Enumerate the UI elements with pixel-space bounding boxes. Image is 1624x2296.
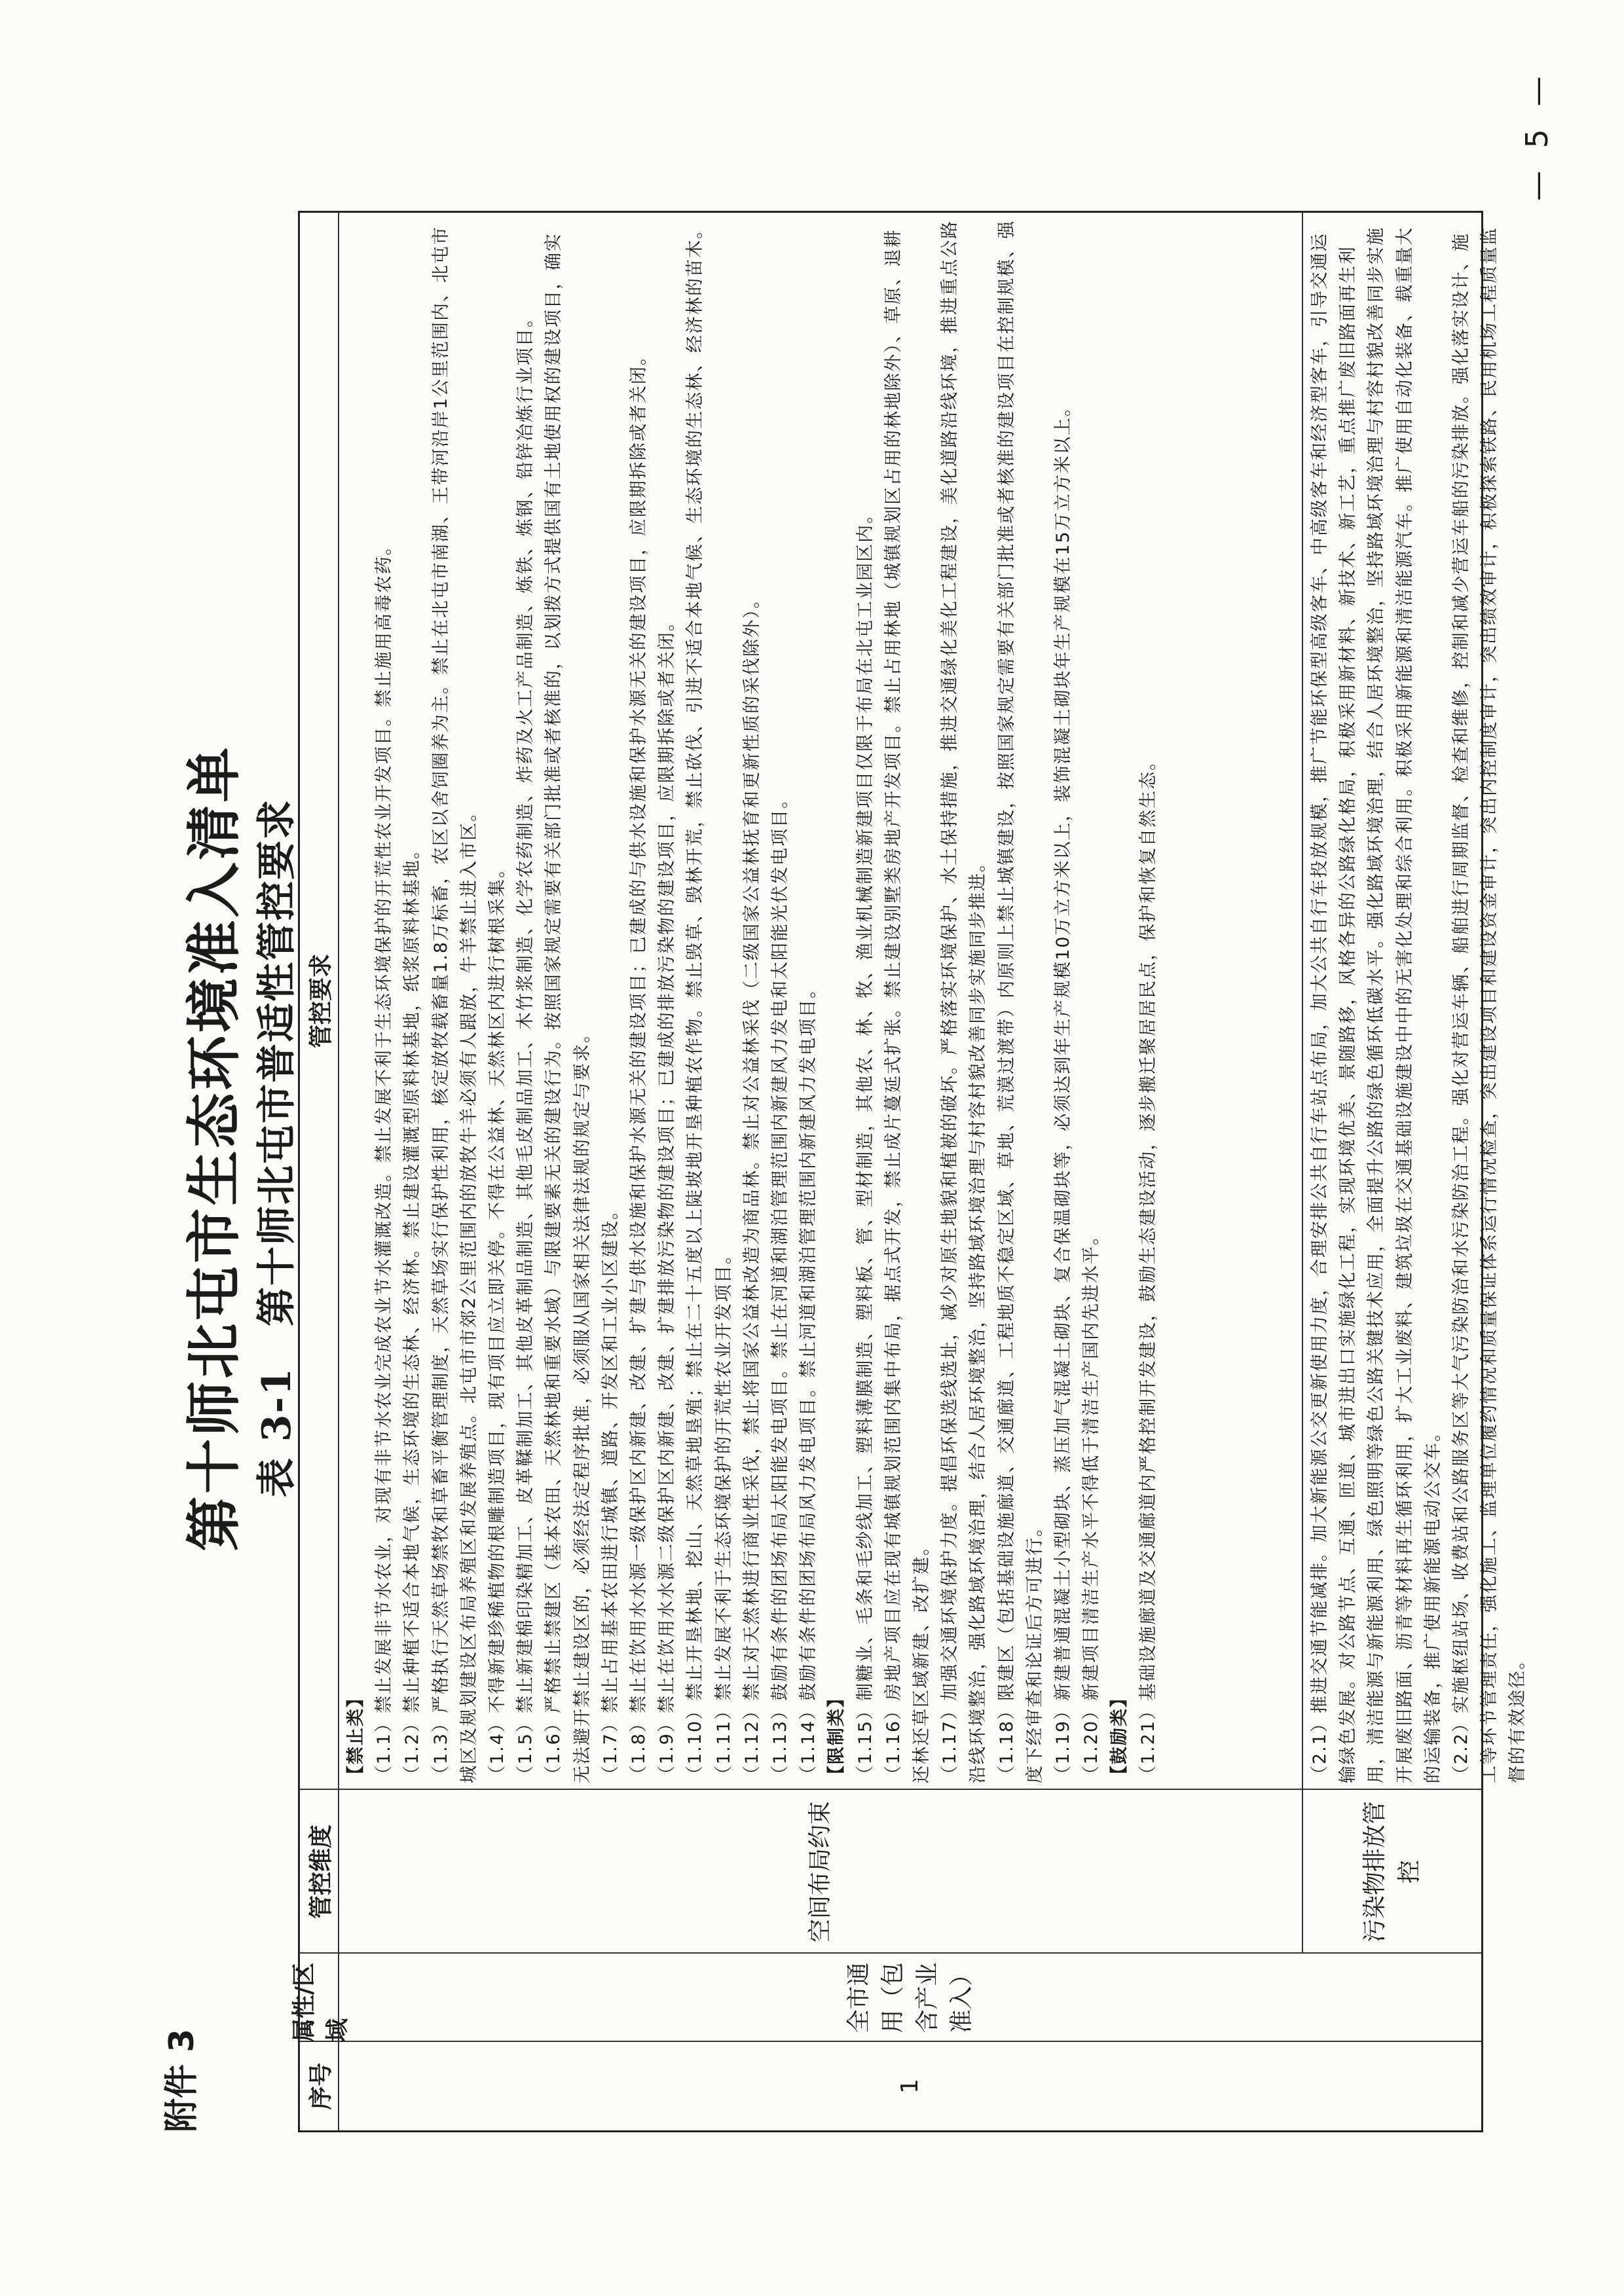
requirement-item: （1.10）禁止开垦林地、挖山、天然草地垦殖；禁止在二十五度以上陡坡地开垦种植农作物。禁止毁草、毁林开荒，禁止砍伐、引进不适合本地气候、生态环境的生态林、经济林的苗木。 — [685, 219, 706, 1783]
requirement-item: （1.6）严格禁止禁建区（基本农田、天然林地和重要水域）与限建要素无关的建设行为。按照国家规定需要有关部门批准或者核准的，以划拨方式提供国有土地使用权的建设项目，确实无法避开禁止建设区的，必须经法定程序批准，必须服从国家相关法律法规的规定与要求。 — [544, 232, 593, 1783]
column-divider — [300, 1952, 1481, 1954]
requirement-item: （1.3）严格执行天然草场禁牧和草畜平衡管理制度，天然草场实行保护性利用，核定放牧载畜量1.8万标畜，农区以舍饲圈养为主。禁止在北屯市南湖、王带河沿岸1公里范围内、北屯市城区及规划建设区布局养殖区和发展养殖点。北屯市市郊2公里范围内的放牧牛羊必须有人跟放，牛羊禁止进入市区。 — [430, 225, 479, 1783]
dimension-pollutant-emission: 污染物排放管控 — [1361, 1801, 1423, 1943]
attachment-label: 附件 3 — [162, 2028, 202, 2132]
header-dimension: 管控维度 — [307, 1825, 335, 1920]
requirement-item: （1.16）房地产项目应在现有城镇规划范围内集中布局，据点式开发，禁止成片蔓延式扩张。禁止建设别墅类房地产开发项目。禁止占用林地（城镇规划区占用的林地除外）、草原、退耕还林还草区域新建、改扩建。 — [883, 228, 932, 1783]
table-caption: 表 3-1 第十师北屯市普适性管控要求 — [254, 798, 300, 1498]
requirement-item: （1.19）新建普通混凝土小型砌块、蒸压加气混凝土砌块、复合保温砌块等，必须达到年生产规模10万立方米以上，装饰混凝土砌块年生产规模在15万立方米以上。 — [1053, 397, 1074, 1783]
requirement-item: （1.14）鼓励有条件的团场布局风力发电项目。禁止河道和湖泊管理范围内新建风力发电项目。 — [798, 979, 819, 1783]
control-requirements-table — [291, 211, 1528, 2132]
requirement-item: （1.8）禁止在饮用水水源一级保护区内新建、改建、扩建与供水设施和保护水源无关的建设项目；已建成的与供水设施和保护水源无关的建设项目，应限期拆除或者关闭。 — [629, 346, 650, 1783]
requirement-item: （1.5）禁止新建棉印染精加工、皮革鞣制加工、其他皮革制品制造、其他毛皮制品加工、木竹浆制造、化学农药制造、炸药及火工产品制造、炼铁、炼钢、铅锌冶炼行业项目。 — [515, 308, 536, 1783]
dimension-spatial-layout: 空间布局约束 — [806, 1801, 834, 1943]
requirement-item: （2.1）推进交通节能减排。加大新能源公交更新使用力度，合理安排公共自行车站点布局，加大公共自行车投放规模，推广节能环保型高级客车、中高级客车和经济型客车，引导交通运输绿色发展。对公路节点、互通、匝道、城市进出口实施绿化工程，实现环境优美、景随路移，风格各异的公路绿化格局，积极采用新材料、新技术、新工艺，重点推广废旧路面再生利用，清洁能源与新能源利用、绿色照明等绿色公路关键技术应用，全面提升公路的绿色循环低碳水平。强化路域环境治理，结合人居环境整治，坚持路域环境治理与村容村貌改善同步实施开展废旧路面、沥青等材料再生循环利用，扩大工业废料、建筑垃圾在交通基础设施建设中中的无害化处理和综合利用。积极采用新能源和清洁能源汽车。推广使用自动化装备、载重量大的运输装备，推广使用新能源电动公交车。 — [1310, 227, 1443, 1783]
requirement-item: （1.1）禁止发展非节水农业，对现有非节水农业完成农业节水灌溉改造。禁止发展不利于生态环境保护的开荒性农业开发项目。禁止施用高毒农药。 — [374, 536, 395, 1783]
requirement-item: （2.2）实施枢纽站场、收费站和公路服务区等大气污染防治和水污染防治工程。强化对营运车辆、船舶进行周期监督、检查和维修，控制和减少营运车船的污染排放。强化落实设计、施工等环节管理责任，强化施工、监理单位履约情况和质量保证体系运行情况检查，突出建设项目和建设资金审计，突出内控制度审计，突出绩效审计，积极探索铁路、民用机场工程质量监督的有效途径。 — [1451, 227, 1528, 1783]
requirement-item: （1.15）制糖业、毛条和毛纱线加工、塑料薄膜制造、塑料板、管、型材制造，其他农、林、牧、渔业机械制造新建项目仅限于布局在北屯工业园区内。 — [855, 504, 876, 1783]
category-heading: 【鼓励类】 — [1109, 1688, 1130, 1783]
requirement-item: （1.11）禁止发展不利于生态环境保护的开荒性农业开发项目。 — [713, 1245, 734, 1783]
requirement-item: （1.9）禁止在饮用水水源二级保护区内新建、改建、扩建排放污染物的建设项目；已建成的排放污染物的建设项目，应限期拆除或者关闭。 — [657, 612, 678, 1783]
header-attribute: 属性/区域 — [291, 1962, 351, 2042]
requirement-item: （1.17）加强交通环境保护力度。提倡环保选线选址，减少对原生地貌和植被的破坏。严格落实环境保护、水土保持措施，推进交通绿化美化工程建设，美化道路沿线环境，推进重点公路沿线环境整治，强化路域环境治理，结合人居环境整治，坚持路域环境治理与村容村貌改善同步实施同步推进。 — [940, 219, 989, 1783]
category-heading: 【限制类】 — [826, 1688, 847, 1783]
category-heading: 【禁止类】 — [346, 1688, 366, 1783]
row-seq: 1 — [896, 2079, 924, 2094]
section-divider — [1302, 213, 1303, 1954]
requirement-item: （1.2）禁止种植不适合本地气候，生态环境的生态林、经济林。禁止建设灌溉型原料林基地，纸浆原料林基地。 — [402, 840, 423, 1783]
row-attribute: 全市通用（包含产业准入） — [845, 1962, 975, 2033]
requirement-item: （1.7）禁止占用基本农田进行城镇、道路、开发区和工业小区建设。 — [600, 1201, 621, 1783]
document-title: 第十师北屯市生态环境准入清单 — [181, 744, 246, 1552]
header-seq: 序号 — [307, 2062, 335, 2110]
requirement-item: （1.13）鼓励有条件的团场布局太阳能发电项目。禁止在河道和湖泊管理范围内新建风力发电和太阳能光伏发电项目。 — [770, 789, 791, 1783]
requirement-item: （1.21）基础设施廊道及交通廊道内严格控制开发建设，鼓励生态建设活动，逐步搬迁聚居居民点，保护和恢复自然生态。 — [1137, 751, 1158, 1783]
pollutant-emission-requirements — [1306, 215, 1532, 1783]
column-divider — [300, 1789, 1481, 1790]
requirement-item: （1.18）限建区（包括基础设施廊道、交通廊道、工程地质不稳定区域、草地、荒漠过渡带）内原则上禁止城镇建设，按照国家规定需要有关部门批准或者核准的建设项目在控制规模、强度下经审查和论证后方可进行。 — [996, 219, 1045, 1783]
header-requirement: 管控要求 — [307, 954, 335, 1049]
page-number: — 5 — — [1519, 69, 1555, 201]
spatial-layout-requirements — [342, 215, 1162, 1783]
requirement-item: （1.20）新建项目清洁生产水平不得低于清洁生产国内先进水平。 — [1081, 1226, 1102, 1783]
requirement-item: （1.4）不得新建珍稀植物的根雕制造项目，现有项目应立即关停。不得在公益林、天然林区内进行树根采集。 — [487, 859, 508, 1783]
requirement-item: （1.12）禁止对天然林进行商业性采伐，禁止将国家公益林改造为商品林。禁止对公益林采伐（二级国家公益林抚育和更新性质的采伐除外）。 — [741, 589, 762, 1783]
